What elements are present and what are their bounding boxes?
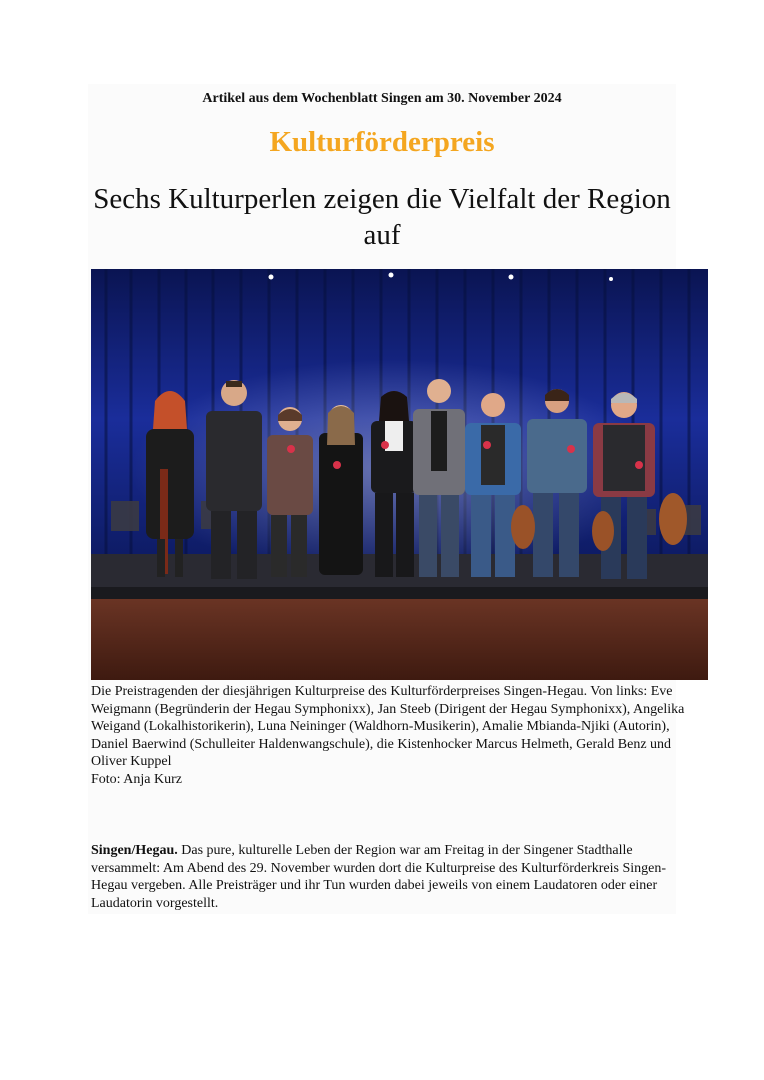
article-body xyxy=(91,842,683,912)
stage-front xyxy=(91,599,708,680)
cello xyxy=(659,493,687,545)
photo-credit: Foto: Anja Kurz xyxy=(91,772,182,787)
article-body-text: Das pure, kulturelle Leben der Region war am Freitag in der Singener Stadthalle versammelt: Am Abend des 29. November wurden dort die Kulturpreise des Kulturförderkreis Singen-Hegau vergeben. Alle Preisträger und ihr Tun wurden dabei jeweils von einem Laudatoren oder einer Laudatorin vorgestellt. xyxy=(91,843,667,911)
dateline: Singen/Hegau. xyxy=(91,843,178,858)
kicker-title: Kulturförderpreis xyxy=(269,126,495,158)
photo-caption: Die Preistragenden der diesjährigen Kulturpreise des Kulturförderpreises Singen-Hegau. Von links: Eve Weigmann (Begründerin der Hegau Symphonixx), Jan Steeb (Dirigent der Hegau Symphonixx), Angelika Weigand (Lokalhistorikerin), Luna Neininger (Waldhorn-Musikerin), Amalie Mbianda-Njiki (Autorin), Daniel Baerwind (Schulleiter Haldenwangschule), die Kistenhocker Marcus Helmeth, Gerald Benz und Oliver Kuppel xyxy=(91,684,685,770)
headline: Sechs Kulturperlen zeigen die Vielfalt der Region auf xyxy=(93,183,671,251)
source-line: Artikel aus dem Wochenblatt Singen am 30. November 2024 xyxy=(202,91,562,106)
award-group-photo xyxy=(91,269,708,680)
